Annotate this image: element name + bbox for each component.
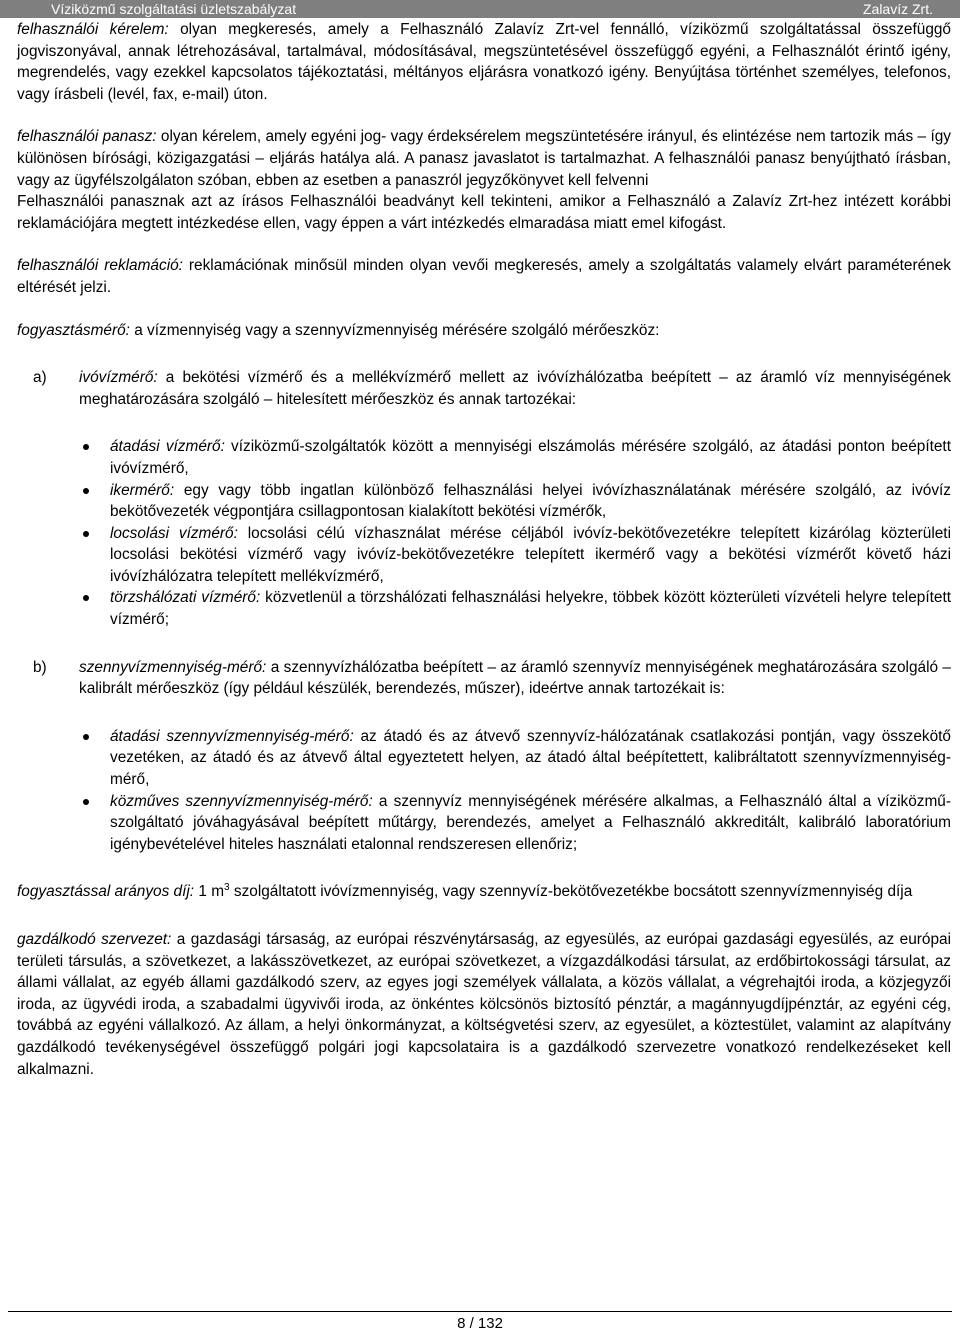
term: felhasználói kérelem: bbox=[17, 21, 169, 38]
definition-text: a gazdasági társaság, az európai részvénytársaság, az egyesülés, az európai gazdasági egyesülés, az európai területi társulás, a szövetkezet, a lakásszövetkezet, az európai szövetkezet, a vízgazdálkodási társulat, az erdőbirtokossági társulat, az állami vállalat, az egyéb állami gazdálkodó szerv, az egyes jogi személyek vállalata, a közös vállalat, a végrehajtói iroda, a közjegyzői iroda, az ügyvédi iroda, a szabadalmi ügyvivői iroda, az önkéntes kölcsönös biztosító pénztár, a magánnyugdíjpénztár, az egyéni cég, továbbá az egyéni vállalkozó. Az állam, a helyi önkormányzat, a költségvetési szerv, az egyesület, a köztestület, valamint az alapítvány gazdálkodó tevékenységével összefüggő polgári jogi kapcsolataira is a gazdálkodó szervezetre vonatkozó rendelkezéseket kell alkalmazni. bbox=[17, 931, 951, 1078]
definition-text: 1 m bbox=[194, 883, 225, 901]
subitem-label: b) bbox=[33, 658, 47, 676]
superscript: 3 bbox=[224, 882, 230, 894]
definition-fogyasztasmero bbox=[17, 320, 951, 342]
term: felhasználói reklamáció: bbox=[17, 257, 183, 275]
bullet-icon bbox=[83, 799, 89, 805]
bullet-icon bbox=[83, 595, 89, 601]
page-number: 8 / 132 bbox=[457, 1315, 503, 1332]
bullet-list-a bbox=[17, 436, 951, 630]
term: ivóvízmérő: bbox=[79, 369, 158, 387]
definition-text: egy vagy több ingatlan különböző felhasználási helyei ivóvízhasználatának mérésére szolgáló, az ivóvíz bekötővezeték végpontjára csillagpontosan kialakított bekötési vízmérők, bbox=[110, 481, 951, 521]
bullet-icon bbox=[83, 444, 89, 450]
list-item bbox=[17, 587, 951, 630]
list-item bbox=[17, 480, 951, 523]
term: felhasználói panasz: bbox=[17, 128, 157, 146]
definition-text: olyan kérelem, amely egyéni jog- vagy érdeksérelem megszüntetésére irányul, és elintézése nem tartozik más – így különösen bírósági, közigazgatási – eljárás hatálya alá. A panasz javaslatot is tartalmazhat. A felhasználói panasz benyújtható írásban, vagy az ügyfélszolgálaton szóban, ebben az esetben a panaszról jegyzőkönyvet kell felvenni bbox=[17, 128, 951, 189]
list-item bbox=[17, 436, 951, 479]
definition-felhasznaloi-kerelem bbox=[17, 19, 951, 105]
term: ikermérő: bbox=[110, 481, 175, 499]
subitem-text bbox=[79, 367, 951, 410]
definition-text: a bekötési vízmérő és a mellékvízmérő mellett az ivóvízhálózatba beépített – az áramló víz mennyiségének meghatározására szolgáló – hitelesített mérőeszköz és annak tartozékai: bbox=[79, 369, 951, 408]
document-body bbox=[17, 19, 951, 1080]
term: locsolási vízmérő: bbox=[110, 524, 238, 542]
subitem-b bbox=[17, 657, 951, 700]
subitem-label: a) bbox=[33, 369, 47, 387]
term: szennyvízmennyiség-mérő: bbox=[79, 658, 267, 676]
term: átadási szennyvízmennyiség-mérő: bbox=[110, 727, 354, 745]
page-header bbox=[0, 0, 960, 18]
bullet-icon bbox=[83, 734, 89, 740]
definition-text: az átadó és az átvevő szennyvíz-hálózatának csatlakozási pontján, vagy összekötő vezetéken, az átadó és az átvevő által egyeztetett helyen, az átadó által beépítettett, kalibráltatott szennyvízmennyiség-mérő, bbox=[110, 727, 951, 789]
term: törzshálózati vízmérő: bbox=[110, 589, 261, 607]
definition-text: olyan megkeresés, amely a Felhasználó Zalavíz Zrt-vel fennálló, víziközmű szolgáltatással összefüggő jogviszonyával, annak létrehozásával, tartalmával, módosításával, megszüntetésével összefüggő egyéni, a Felhasználót érintő igény, megrendelés, vagy ezekkel kapcsolatos tájékoztatási, méltányos eljárásra vonatkozó igény. Benyújtása történhet személyes, telefonos, vagy írásbeli (levél, fax, e-mail) úton. bbox=[17, 21, 951, 103]
document-title: Víziközmű szolgáltatási üzletszabályzat bbox=[51, 1, 297, 17]
list-item bbox=[17, 523, 951, 588]
definition-text: a szennyvíz mennyiségének mérésére alkalmas, a Felhasználó által a víziközmű-szolgáltató jóváhagyásával beépített műtárgy, berendezés, amelyet a Felhasználó akkreditált, kalibráló laboratórium igénybevételével hiteles használati etalonnal rendszeresen ellenőriz; bbox=[110, 792, 951, 853]
definition-text: közvetlenül a törzshálózati felhasználási helyekre, többek között közterületi vízvételi helyre telepített vízmérő; bbox=[110, 589, 951, 629]
definition-felhasznaloi-reklamacio bbox=[17, 255, 951, 298]
definition-text: a szennyvízhálózatba beépített – az áramló szennyvíz mennyiségének meghatározására szolgáló – kalibrált mérőeszköz (így például készülék, berendezés, műszer), ideértve annak tartozékait is: bbox=[79, 658, 951, 698]
list-item bbox=[17, 726, 951, 791]
definition-text: a vízmennyiség vagy a szennyvízmennyiség mérésére szolgáló mérőeszköz: bbox=[129, 321, 660, 339]
list-item bbox=[17, 791, 951, 856]
subitem-a bbox=[17, 367, 951, 410]
company-name: Zalavíz Zrt. bbox=[862, 1, 933, 17]
definition-felhasznaloi-panasz-continued: Felhasználói panasznak azt az írásos Felhasználói beadványt kell tekinteni, amikor a Felhasználó a Zalavíz Zrt-hez intézett korábbi reklamációjára megtett intézkedése ellen, vagy éppen a várt intézkedés elmaradása miatt emel kifogást. bbox=[17, 193, 951, 232]
definition-felhasznaloi-panasz bbox=[17, 126, 951, 191]
term: átadási vízmérő: bbox=[110, 438, 225, 456]
term: közműves szennyvízmennyiség-mérő: bbox=[110, 792, 373, 810]
footer-divider bbox=[8, 1311, 952, 1312]
definition-text: reklamációnak minősül minden olyan vevői megkeresés, amely a szolgáltatás valamely elvárt paraméterének eltérését jelzi. bbox=[17, 257, 951, 296]
subitem-text bbox=[79, 657, 951, 700]
bullet-list-b bbox=[17, 726, 951, 856]
definition-fogyasztassal-aranyos-dij bbox=[17, 881, 951, 903]
term: gazdálkodó szervezet: bbox=[17, 931, 172, 948]
definition-text: víziközmű-szolgáltatók között a mennyiségi elszámolás mérésére szolgáló, az átadási ponton beépített ivóvízmérő, bbox=[110, 438, 951, 477]
term: fogyasztásmérő: bbox=[17, 321, 130, 339]
definition-gazdalkodo-szervezet bbox=[17, 929, 951, 1080]
definition-text: locsolási célú vízhasználat mérése céljából ivóvíz-bekötővezetékre telepített kizárólag közterületi locsolási bekötési vízmérő vagy ivóvíz-bekötővezetékre telepített ikermérő vagy a bekötési vízmérőt követő házi ivóvízhálózatra telepített mellékvízmérő, bbox=[110, 524, 952, 585]
bullet-icon bbox=[83, 531, 89, 537]
term: fogyasztással arányos díj: bbox=[17, 883, 195, 901]
definition-text-continued: szolgáltatott ivóvízmennyiség, vagy szennyvíz-bekötővezetékbe bocsátott szennyvízmennyiség díja bbox=[229, 883, 913, 901]
bullet-icon bbox=[83, 488, 89, 494]
